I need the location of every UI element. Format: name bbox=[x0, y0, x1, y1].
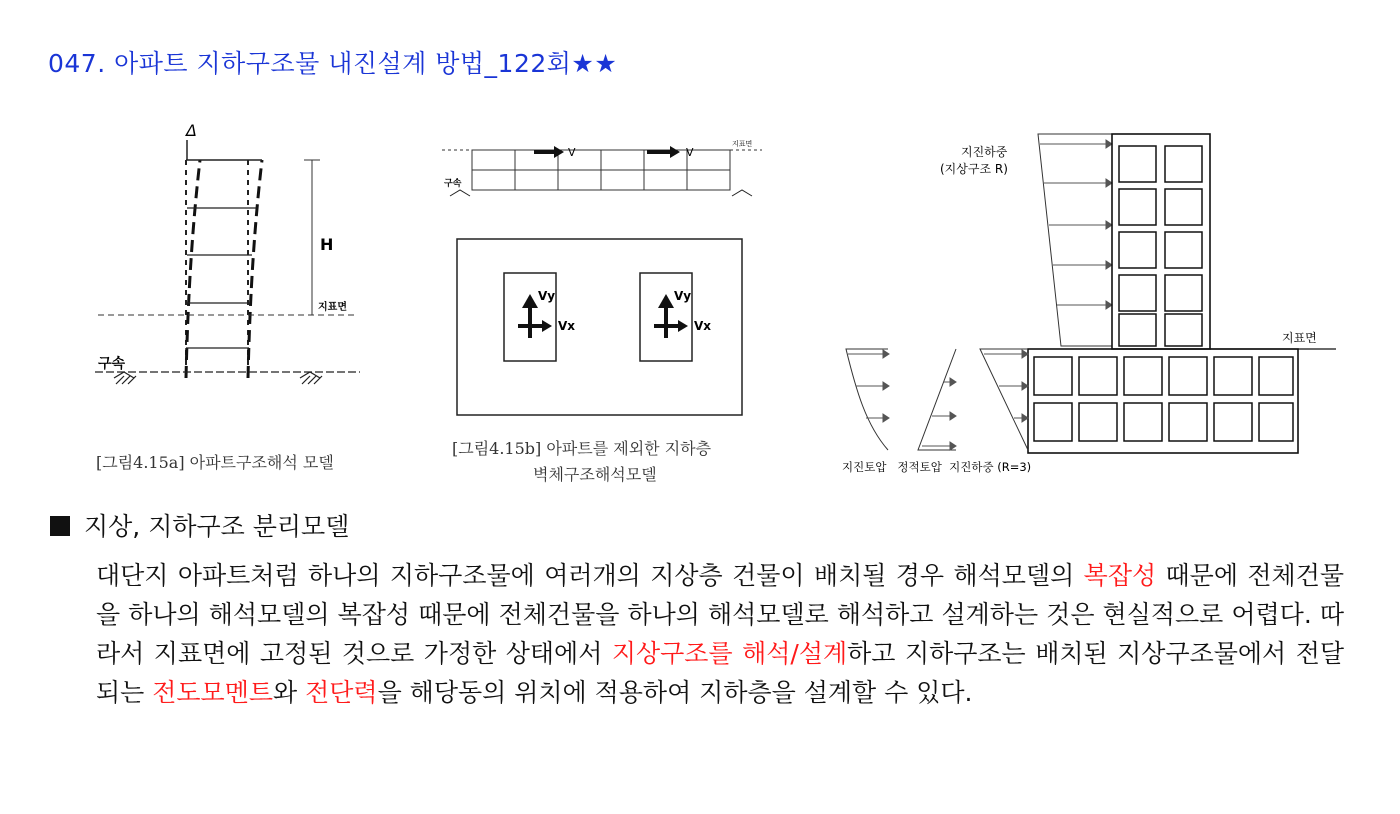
vx1-label: Vx bbox=[558, 319, 576, 333]
figure-apartment-model bbox=[90, 110, 370, 410]
restraint-label: 구속 bbox=[444, 179, 462, 189]
highlight-overturning-moment: 전도모멘트 bbox=[152, 678, 274, 707]
shear-v2-label: V bbox=[686, 146, 694, 159]
ground-surface-label: 지표면 bbox=[318, 302, 347, 313]
ground-surface-label: 지표면 bbox=[1282, 331, 1317, 345]
figure-b-caption-line2: 벽체구조해석모델 bbox=[533, 465, 657, 484]
restraint-label: 구속 bbox=[98, 356, 126, 372]
body-paragraph bbox=[96, 556, 1344, 712]
figure-seismic-load bbox=[836, 120, 1356, 490]
height-label: H bbox=[320, 235, 334, 254]
page-title: 047. 아파트 지하구조물 내진설계 방법_122회★★ bbox=[48, 49, 618, 78]
body-text-segment: 을 해당동의 위치에 적용하여 지하층을 설계할 수 있다. bbox=[377, 678, 973, 707]
seismic-load-label-1: 지진하중 bbox=[961, 145, 1008, 159]
bottom-load-labels: 지진토압 정적토압 지진하중 (R=3) bbox=[842, 460, 1032, 474]
body-text-segment: 하고 지하구조는 배치된 지상구조물에서 전달되는 bbox=[96, 639, 1344, 707]
square-bullet-icon bbox=[50, 516, 70, 536]
delta-label: Δ bbox=[186, 121, 197, 140]
seismic-load-label-2: (지상구조 R) bbox=[940, 162, 1008, 176]
body-text-segment: 와 bbox=[273, 678, 306, 707]
vy2-label: Vy bbox=[674, 289, 692, 303]
section-heading-text: 지상, 지하구조 분리모델 bbox=[84, 512, 350, 541]
vx2-label: Vx bbox=[694, 319, 712, 333]
figure-a-caption: [그림4.15a] 아파트구조해석 모델 bbox=[96, 453, 334, 472]
body-text-segment: 때문에 전체건물을 하나의 해석모델의 복잡성 때문에 전체건물을 하나의 해석모델로 해석하고 설계하는 것은 현실적으로 어렵다. 따라서 지표면에 고정된 것으로 가정한 상태에서 bbox=[96, 561, 1344, 668]
highlight-superstructure-design: 지상구조를 해석/설계 bbox=[611, 639, 848, 668]
figure-basement-wall-model bbox=[442, 128, 772, 418]
shear-v1-label: V bbox=[568, 146, 576, 159]
highlight-shear-force: 전단력 bbox=[305, 678, 378, 707]
vy1-label: Vy bbox=[538, 289, 556, 303]
highlight-complexity: 복잡성 bbox=[1083, 561, 1157, 590]
section-heading bbox=[50, 507, 349, 543]
figure-b-caption-line1: [그림4.15b] 아파트를 제외한 지하층 bbox=[452, 439, 712, 458]
ground-label: 지표면 bbox=[732, 140, 753, 148]
body-text-segment: 대단지 아파트처럼 하나의 지하구조물에 여러개의 지상층 건물이 배치될 경우 해석모델의 bbox=[96, 561, 1084, 590]
